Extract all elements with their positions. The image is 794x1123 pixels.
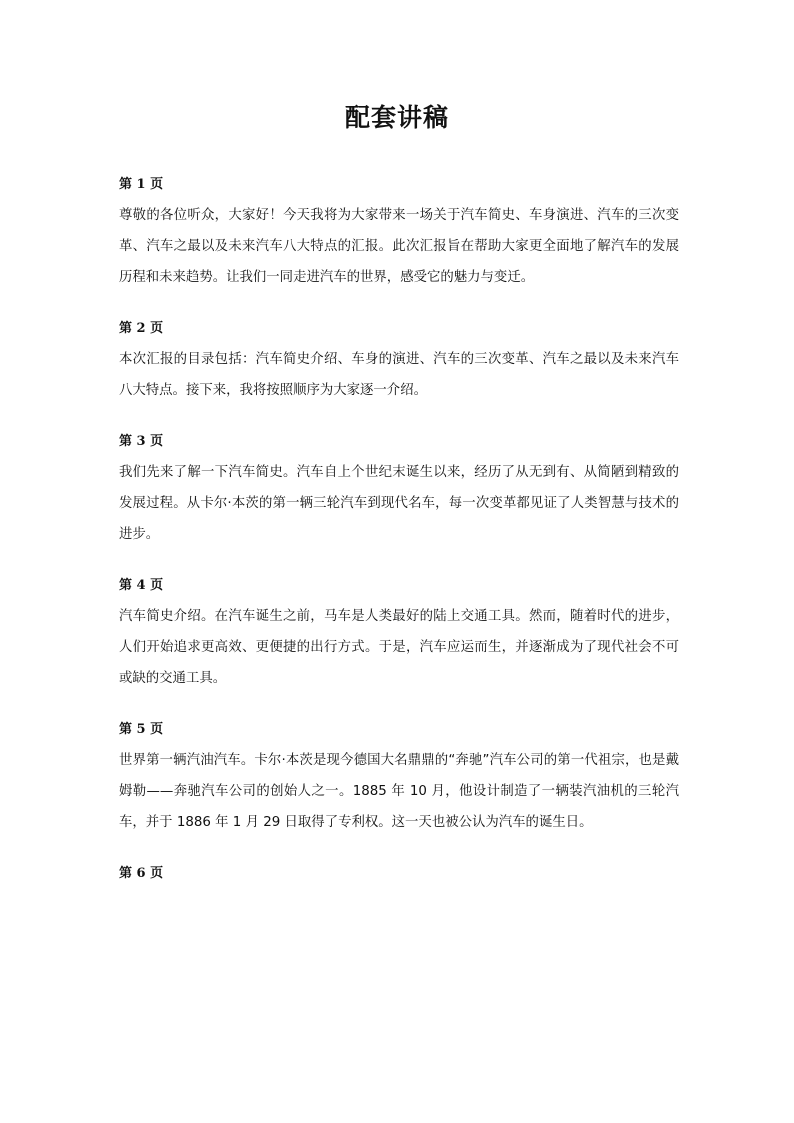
section-page-3 xyxy=(119,427,679,550)
section-body: 汽车简史介绍。在汽车诞生之前，马车是人类最好的陆上交通工具。然而，随着时代的进步，人们开始追求更高效、更便捷的出行方式。于是，汽车应运而生，并逐渐成为了现代社会不可或缺的交通工具。 xyxy=(119,609,679,686)
section-heading: 第 2 页 xyxy=(119,321,164,336)
section-page-5 xyxy=(119,715,679,838)
section-heading: 第 1 页 xyxy=(119,177,164,192)
section-heading: 第 5 页 xyxy=(119,722,164,737)
script-sections xyxy=(119,170,679,910)
section-body: 世界第一辆汽油汽车。卡尔·本茨是现今德国大名鼎鼎的“奔驰”汽车公司的第一代祖宗，也是戴姆勒——奔驰汽车公司的创始人之一。1885 年 10 月，他设计制造了一辆装汽油机的三轮汽车，并于 1886 年 1 月 29 日取得了专利权。这一天也被公认为汽车的诞生日。 xyxy=(119,753,679,830)
section-body: 本次汇报的目录包括：汽车简史介绍、车身的演进、汽车的三次变革、汽车之最以及未来汽车八大特点。接下来，我将按照顺序为大家逐一介绍。 xyxy=(119,352,679,398)
section-page-1 xyxy=(119,170,679,293)
section-body: 尊敬的各位听众，大家好！今天我将为大家带来一场关于汽车简史、车身演进、汽车的三次变革、汽车之最以及未来汽车八大特点的汇报。此次汇报旨在帮助大家更全面地了解汽车的发展历程和未来趋势。让我们一同走进汽车的世界，感受它的魅力与变迁。 xyxy=(119,208,679,285)
section-page-6 xyxy=(119,859,679,889)
section-heading: 第 6 页 xyxy=(119,866,164,881)
section-page-4 xyxy=(119,571,679,694)
section-heading: 第 3 页 xyxy=(119,434,164,449)
document-title: 配套讲稿 xyxy=(344,103,449,132)
section-heading: 第 4 页 xyxy=(119,578,164,593)
section-body: 我们先来了解一下汽车简史。汽车自上个世纪末诞生以来，经历了从无到有、从简陋到精致的发展过程。从卡尔·本茨的第一辆三轮汽车到现代名车，每一次变革都见证了人类智慧与技术的进步。 xyxy=(119,465,679,542)
section-page-2 xyxy=(119,314,679,406)
